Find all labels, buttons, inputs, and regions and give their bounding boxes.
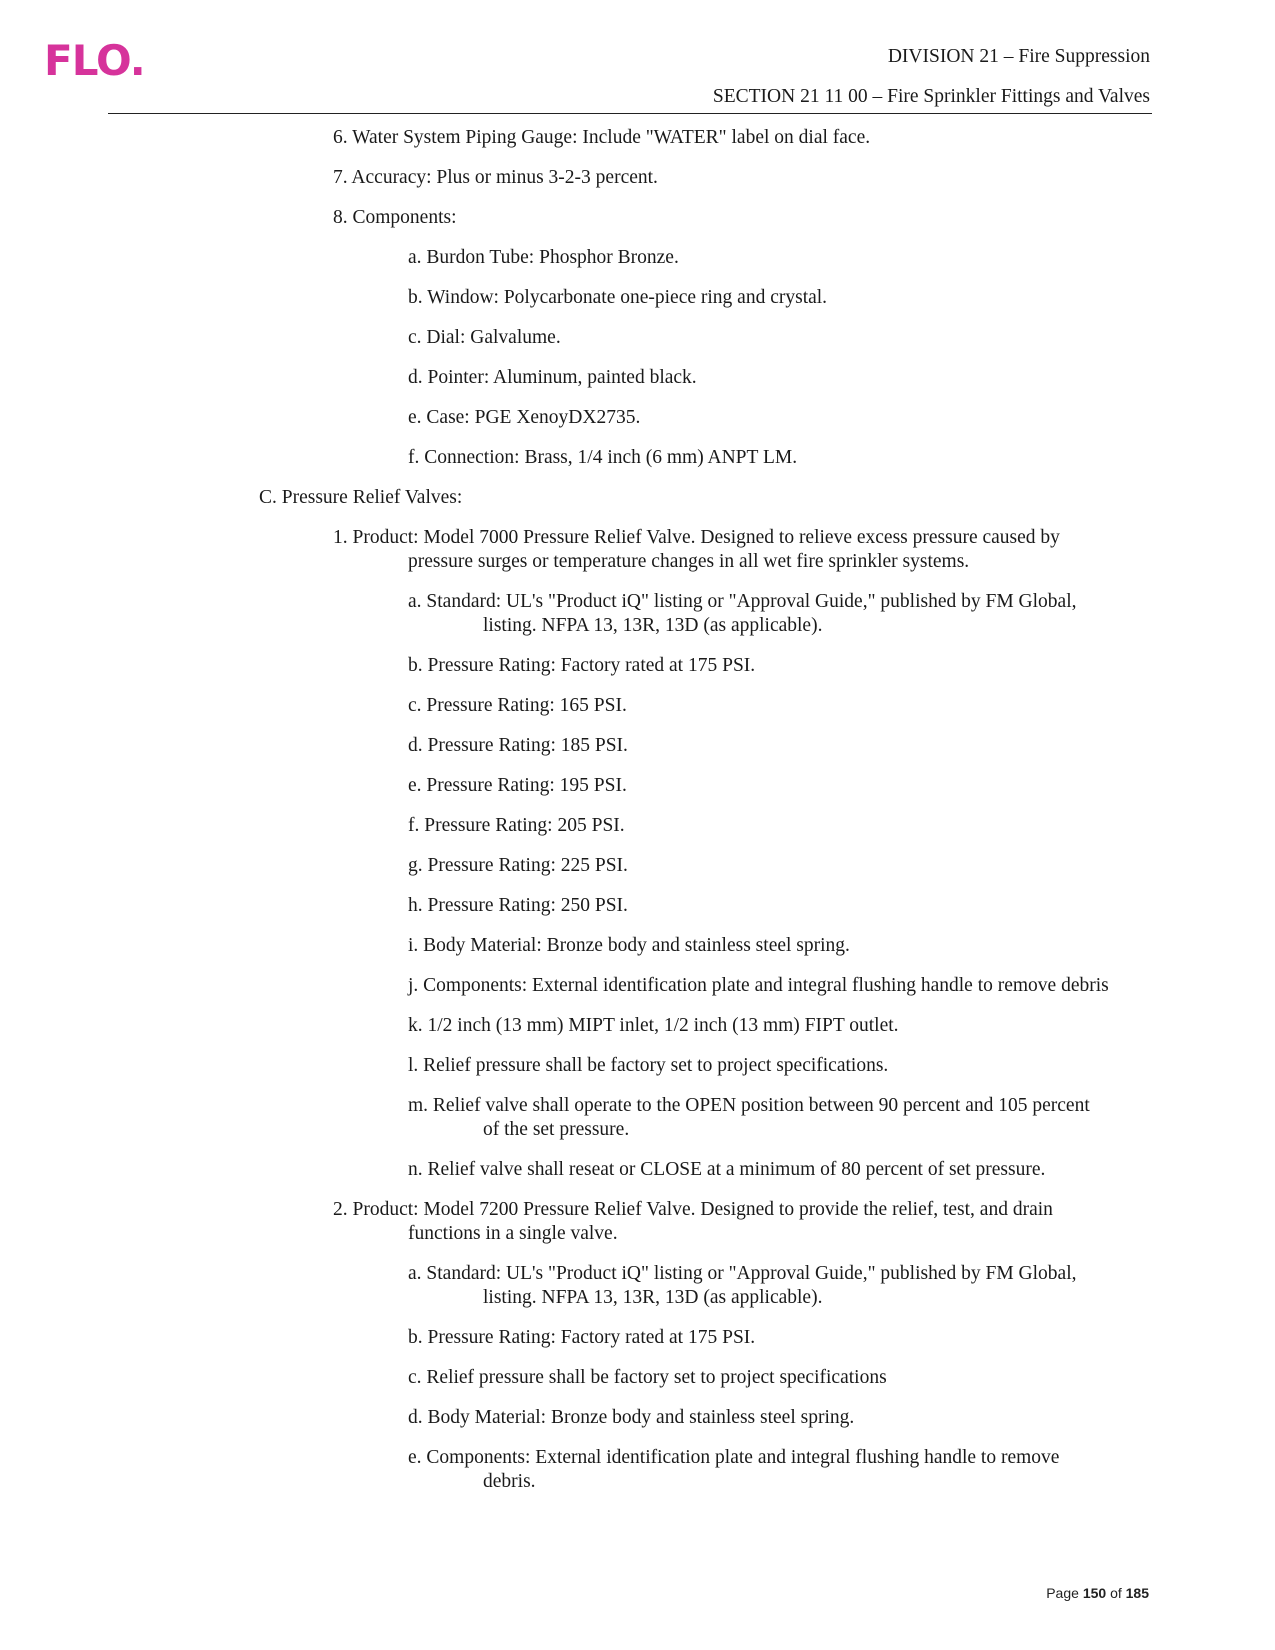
spec-subitem: f. Pressure Rating: 205 PSI. [408,815,625,836]
spec-item-continuation: pressure surges or temperature changes in all wet fire sprinkler systems. [408,551,970,572]
spec-subitem: b. Pressure Rating: Factory rated at 175 PSI. [408,655,756,676]
spec-subitem: f. Connection: Brass, 1/4 inch (6 mm) ANPT LM. [408,447,798,468]
division-header: DIVISION 21 – Fire Suppression [887,46,1150,67]
spec-subitem-continuation: listing. NFPA 13, 13R, 13D (as applicable). [483,1287,823,1308]
spec-subitem: k. 1/2 inch (13 mm) MIPT inlet, 1/2 inch (13 mm) FIPT outlet. [408,1015,899,1036]
spec-item: 2. Product: Model 7200 Pressure Relief Valve. Designed to provide the relief, test, and drain [333,1199,1053,1220]
spec-subitem: d. Pointer: Aluminum, painted black. [408,367,697,388]
spec-subitem: c. Dial: Galvalume. [408,327,561,348]
spec-item: 1. Product: Model 7000 Pressure Relief Valve. Designed to relieve excess pressure caused by [333,527,1060,548]
spec-subitem: n. Relief valve shall reseat or CLOSE at a minimum of 80 percent of set pressure. [408,1159,1046,1180]
spec-item: 7. Accuracy: Plus or minus 3-2-3 percent. [333,167,658,188]
spec-item: 6. Water System Piping Gauge: Include "WATER" label on dial face. [333,127,871,148]
spec-subitem: b. Window: Polycarbonate one-piece ring and crystal. [408,287,828,308]
page-label: Page [1046,1585,1079,1601]
spec-subitem: e. Case: PGE XenoyDX2735. [408,407,641,428]
spec-subitem: b. Pressure Rating: Factory rated at 175 PSI. [408,1327,756,1348]
spec-subitem: e. Pressure Rating: 195 PSI. [408,775,627,796]
spec-item-continuation: functions in a single valve. [408,1223,618,1244]
spec-subitem-continuation: of the set pressure. [483,1119,630,1140]
spec-subitem: l. Relief pressure shall be factory set to project specifications. [408,1055,889,1076]
spec-item: 8. Components: [333,207,457,228]
spec-subitem: m. Relief valve shall operate to the OPEN position between 90 percent and 105 percent [408,1095,1090,1116]
spec-subitem: c. Pressure Rating: 165 PSI. [408,695,627,716]
of-label: of [1110,1585,1122,1601]
flo-logo: FLO. [44,36,145,85]
spec-subitem: d. Body Material: Bronze body and stainless steel spring. [408,1407,855,1428]
spec-subitem: i. Body Material: Bronze body and stainless steel spring. [408,935,850,956]
header-divider [108,113,1152,114]
spec-subitem: e. Components: External identification plate and integral flushing handle to remove [408,1447,1060,1468]
spec-subitem: g. Pressure Rating: 225 PSI. [408,855,628,876]
spec-subitem: h. Pressure Rating: 250 PSI. [408,895,628,916]
spec-subitem-continuation: listing. NFPA 13, 13R, 13D (as applicable). [483,615,823,636]
current-page: 150 [1082,1585,1107,1601]
spec-subitem: j. Components: External identification plate and integral flushing handle to remove debris [408,975,1109,996]
section-heading: C. Pressure Relief Valves: [259,487,463,508]
section-header: SECTION 21 11 00 – Fire Sprinkler Fittings and Valves [712,86,1150,107]
spec-subitem: a. Standard: UL's "Product iQ" listing or "Approval Guide," published by FM Global, [408,1263,1077,1284]
spec-subitem-continuation: debris. [483,1471,536,1492]
spec-subitem: a. Burdon Tube: Phosphor Bronze. [408,247,679,268]
total-pages: 185 [1125,1585,1149,1601]
spec-subitem: a. Standard: UL's "Product iQ" listing or "Approval Guide," published by FM Global, [408,591,1077,612]
spec-subitem: c. Relief pressure shall be factory set to project specifications [408,1367,887,1388]
page-number [1046,1585,1149,1601]
spec-subitem: d. Pressure Rating: 185 PSI. [408,735,628,756]
